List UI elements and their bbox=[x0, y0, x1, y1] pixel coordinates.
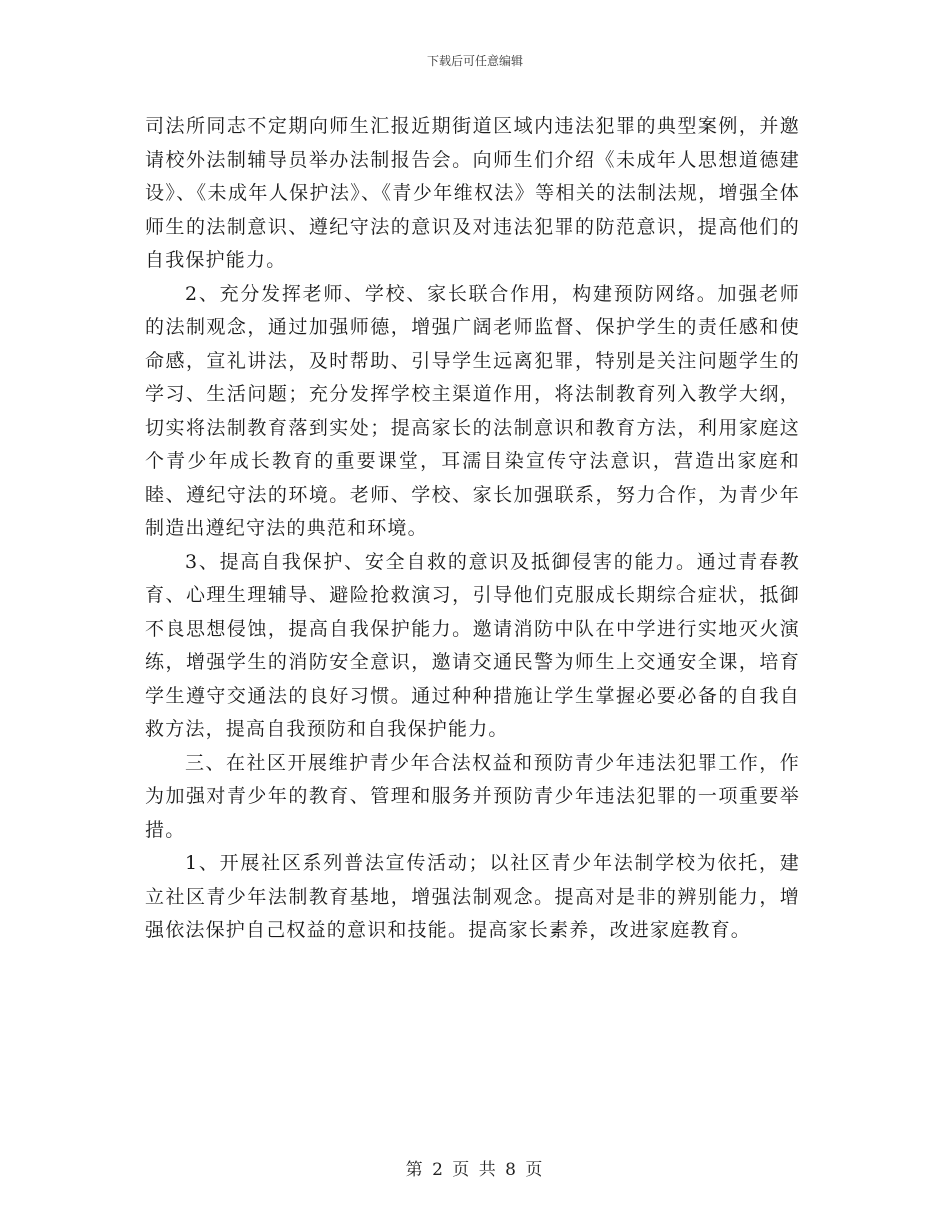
page-header: 下载后可任意编辑 bbox=[426, 54, 523, 68]
paragraph-item-2: 2、充分发挥老师、学校、家长联合作用，构建预防网络。加强老师的法制观念，通过加强师德，增强广阔老师监督、保护学生的责任感和使命感，宣礼讲法，及时帮助、引导学生远离犯罪，特别是关注问题学生的学习、生活问题；充分发挥学校主渠道作用，将法制教育列入教学大纲，切实将法制教育落到实处；提高家长的法制意识和教育方法，利用家庭这个青少年成长教育的重要课堂，耳濡目染宣传守法意识，营造出家庭和睦、遵纪守法的环境。老师、学校、家长加强联系，努力合作，为青少年制造出遵纪守法的典范和环境。 bbox=[145, 282, 800, 539]
paragraph-item-3: 3、提高自我保护、安全自救的意识及抵御侵害的能力。通过青春教育、心理生理辅导、避险抢救演习，引导他们克服成长期综合症状，抵御不良思想侵蚀，提高自我保护能力。邀请消防中队在中学进行实地灭火演练，增强学生的消防安全意识，邀请交通民警为师生上交通安全课，培育学生遵守交通法的良好习惯。通过种种措施让学生掌握必要必备的自我自救方法，提高自我预防和自我保护能力。 bbox=[145, 550, 800, 740]
document-body bbox=[145, 110, 800, 948]
page-footer: 第 2 页 共 8 页 bbox=[405, 1160, 545, 1180]
paragraph-section-3-item-1: 1、开展社区系列普法宣传活动；以社区青少年法制学校为依托，建立社区青少年法制教育基地，增强法制观念。提高对是非的辨别能力，增强依法保护自己权益的意识和技能。提高家长素养，改进家庭教育。 bbox=[145, 852, 800, 941]
paragraph-section-3: 三、在社区开展维护青少年合法权益和预防青少年违法犯罪工作，作为加强对青少年的教育、管理和服务并预防青少年违法犯罪的一项重要举措。 bbox=[145, 751, 800, 841]
paragraph-continuation: 司法所同志不定期向师生汇报近期街道区域内违法犯罪的典型案例，并邀请校外法制辅导员举办法制报告会。向师生们介绍《未成年人思想道德建设》、《未成年人保护法》、《青少年维权法》等相关的法制法规，增强全体师生的法制意识、遵纪守法的意识及对违法犯罪的防范意识，提高他们的自我保护能力。 bbox=[145, 115, 800, 271]
